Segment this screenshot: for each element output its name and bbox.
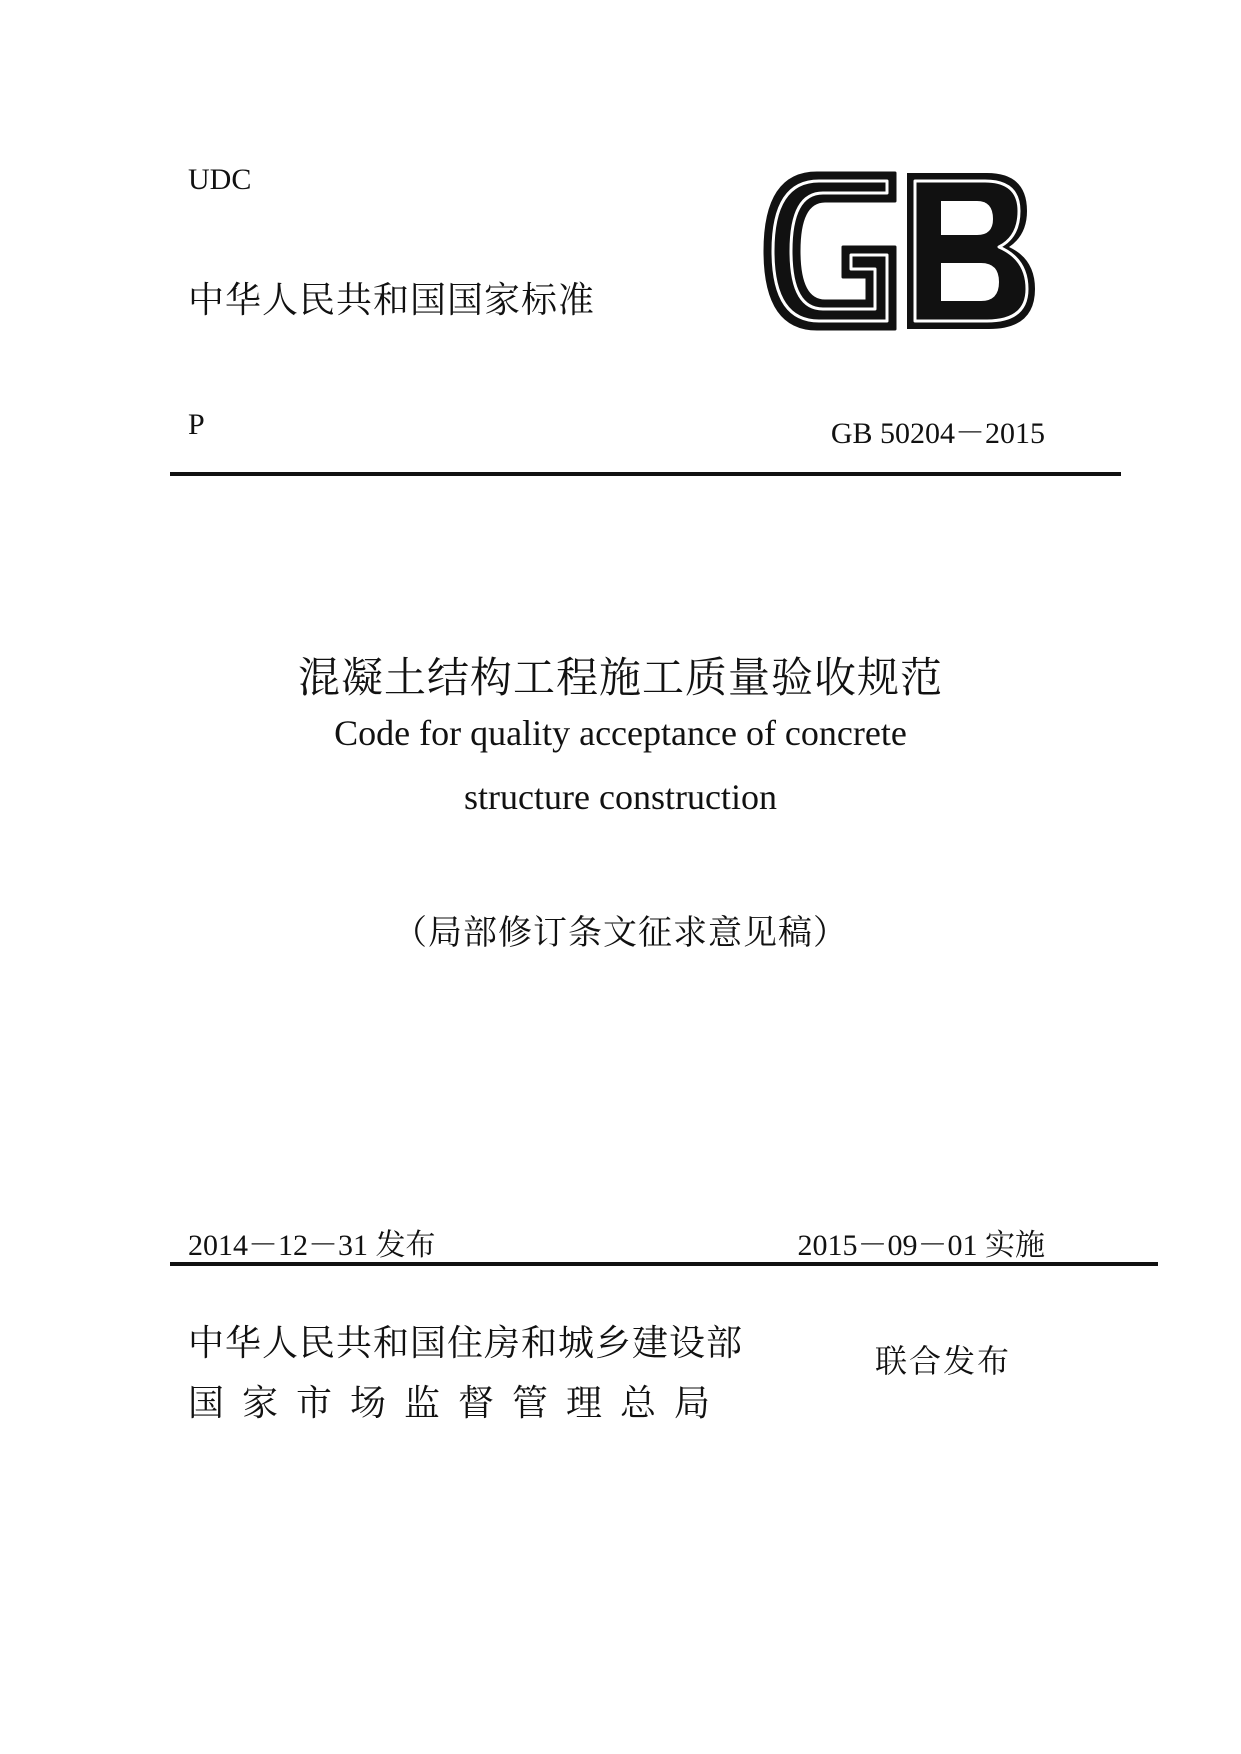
issue-date: 2014－12－31 发布 [188, 1229, 436, 1262]
standard-number: GB 50204－2015 [830, 417, 1045, 450]
divider-top [170, 472, 1121, 476]
gb-logo [755, 165, 1045, 337]
title-chinese: 混凝土结构工程施工质量验收规范 [297, 653, 943, 702]
divider-bottom [170, 1262, 1158, 1266]
standard-type: 中华人民共和国国家标准 [188, 280, 596, 321]
draft-note: （局部修订条文征求意见稿） [393, 913, 848, 953]
classification-code: P [188, 408, 205, 441]
title-english-line2: structure construction [464, 777, 777, 817]
joint-issue-label: 联合发布 [875, 1342, 1012, 1380]
implementation-date: 2015－09－01 实施 [797, 1229, 1045, 1262]
issuer-ministry: 中华人民共和国住房和城乡建设部 [188, 1323, 744, 1364]
issuer-administration: 国家市场监督管理总局 [188, 1383, 729, 1424]
title-english-line1: Code for quality acceptance of concrete [334, 713, 907, 753]
udc-label: UDC [188, 163, 252, 196]
